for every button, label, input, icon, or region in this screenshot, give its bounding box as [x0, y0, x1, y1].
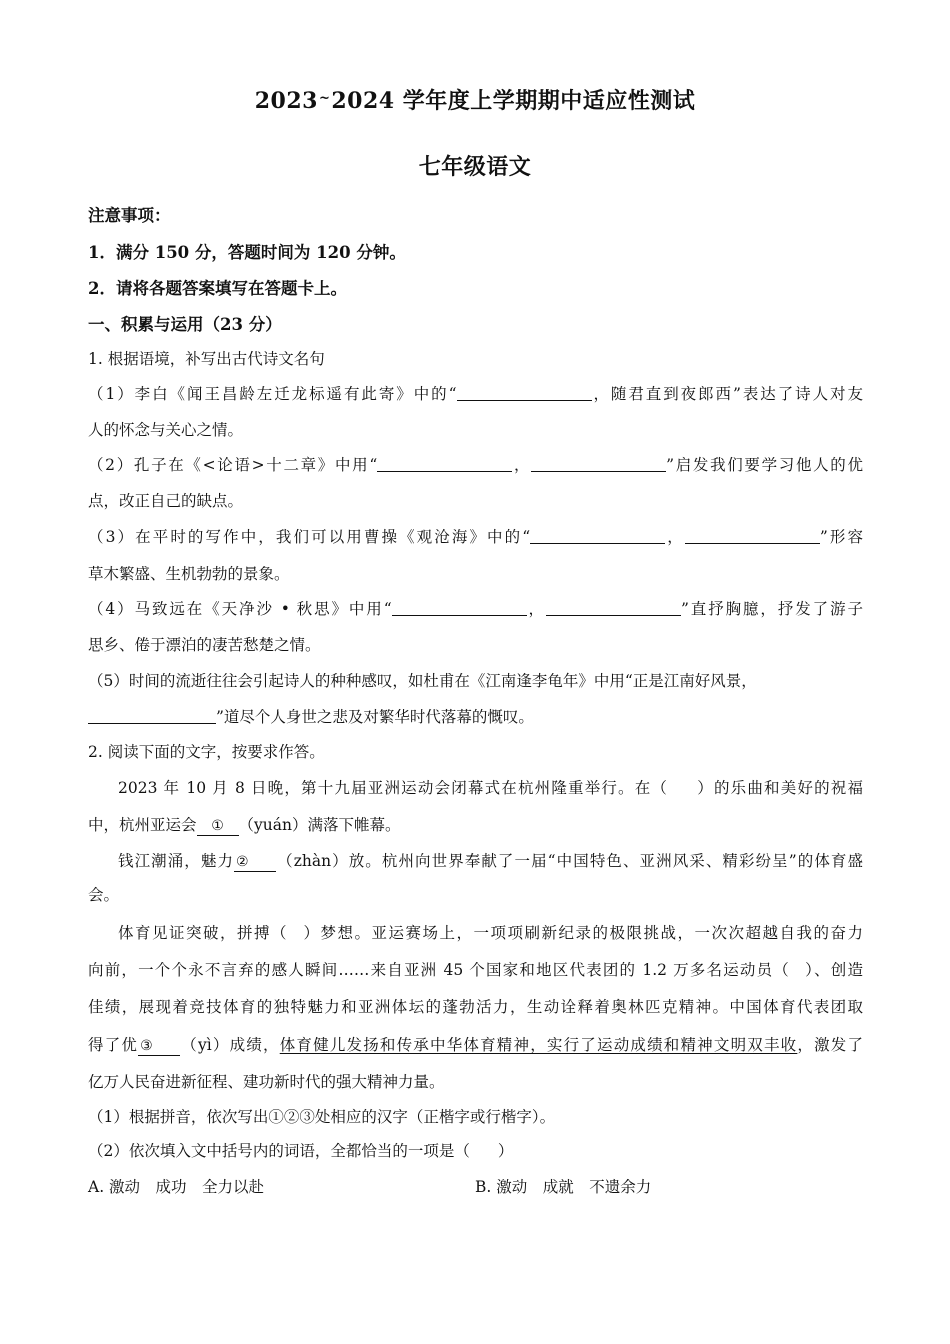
title-year-start: 2023: [254, 88, 318, 114]
blank-mark-3[interactable]: ③: [138, 1037, 180, 1056]
q1-part3-line1: （3）在平时的写作中，我们可以用曹操《观沧海》中的“ ， ”形容: [88, 528, 863, 546]
notice-heading: 注意事项：: [88, 206, 171, 225]
q1-part3-line2: 草木繁盛、生机勃勃的景象。: [88, 565, 290, 583]
option-a[interactable]: A. 激动 成功 全力以赴: [88, 1178, 265, 1196]
notice-item-1: 1．满分 150 分，答题时间为 120 分钟。: [88, 243, 406, 262]
q2-para3-line5: 亿万人民奋进新征程、建功新时代的强大精神力量。: [88, 1073, 445, 1091]
q2-para3-line3: 佳绩，展现着竞技体育的独特魅力和亚洲体坛的蓬勃活力，生动诠释着奥林匹克精神。中国体育代表团取: [88, 998, 863, 1016]
q1-part4-line2: 思乡、倦于漂泊的凄苦愁楚之情。: [88, 636, 321, 654]
q1-part2-line2: 点，改正自己的缺点。: [88, 492, 244, 510]
answer-blank[interactable]: [377, 455, 512, 472]
section-1-heading: 一、积累与运用（23 分）: [88, 315, 282, 334]
q2-para2-line1: 钱江潮涌，魅力 ② （zhàn）放。杭州向世界奉献了一届“中国特色、亚洲风采、精彩纷呈”的体育盛: [118, 852, 863, 870]
q1-part1-line2: 人的怀念与关心之情。: [88, 421, 244, 439]
q1-part2-line1: （2）孔子在《<论语>十二章》中用“ ， ”启发我们要学习他人的优: [88, 456, 863, 474]
underlined-sentence: 体育健儿发扬和传承中华体育精神，实行了运动成绩和精神文明双丰收: [279, 1036, 798, 1054]
notice-item-2: 2．请将各题答案填写在答题卡上。: [88, 279, 347, 298]
blank-mark-2[interactable]: ②: [234, 853, 276, 872]
answer-blank[interactable]: [546, 599, 681, 616]
q1-stem: 1. 根据语境，补写出古代诗文名句: [88, 350, 325, 368]
answer-blank[interactable]: [530, 527, 665, 544]
q2-para3-line4: 得了优 ③ （yì）成绩，体育健儿发扬和传承中华体育精神，实行了运动成绩和精神文明双丰收，激发了: [88, 1036, 863, 1054]
answer-blank[interactable]: [685, 527, 820, 544]
q2-sub2: （2）依次填入文中括号内的词语，全都恰当的一项是（ ）: [88, 1142, 514, 1160]
exam-subtitle: 七年级语文: [418, 154, 532, 180]
q1-part5-line1: （5）时间的流逝往往会引起诗人的种种感叹，如杜甫在《江南逢李龟年》中用“正是江南好风景，: [88, 672, 757, 690]
q2-para3-line1: 体育见证突破，拼搏（ ）梦想。亚运赛场上，一项项刷新纪录的极限挑战，一次次超越自我的奋力: [118, 924, 863, 942]
q2-para3-line2: 向前，一个个永不言弃的感人瞬间……来自亚洲 45 个国家和地区代表团的 1.2 万多名运动员（ ）、创造: [88, 961, 863, 979]
q2-para1-line2: 中，杭州亚运会 ① （yuán）满落下帷幕。: [88, 816, 401, 834]
q2-sub1: （1）根据拼音，依次写出①②③处相应的汉字（正楷字或行楷字）。: [88, 1108, 556, 1126]
q1-part4-line1: （4）马致远在《天净沙 • 秋思》中用“ ， ”直抒胸臆，抒发了游子: [88, 600, 863, 618]
q2-stem: 2. 阅读下面的文字，按要求作答。: [88, 743, 325, 761]
blank-mark-1[interactable]: ①: [197, 817, 239, 836]
q1-part5-line2: ”道尽个人身世之悲及对繁华时代落幕的慨叹。: [88, 706, 863, 728]
q2-para2-line2: 会。: [88, 886, 120, 904]
answer-blank[interactable]: [531, 455, 666, 472]
option-b[interactable]: B. 激动 成就 不遗余力: [475, 1178, 652, 1196]
answer-blank[interactable]: [88, 707, 216, 724]
answer-blank[interactable]: [392, 599, 527, 616]
answer-blank[interactable]: [457, 384, 592, 401]
q1-part1-line1: （1）李白《闻王昌龄左迁龙标遥有此寄》中的“ ，随君直到夜郎西”表达了诗人对友: [88, 385, 863, 403]
title-rest: 2024 学年度上学期期中适应性测试: [331, 88, 696, 114]
exam-title: [0, 84, 950, 115]
q2-para1-line1: 2023 年 10 月 8 日晚，第十九届亚洲运动会闭幕式在杭州隆重举行。在（ ）的乐曲和美好的祝福: [118, 779, 863, 797]
title-tilde: ~: [318, 91, 331, 106]
